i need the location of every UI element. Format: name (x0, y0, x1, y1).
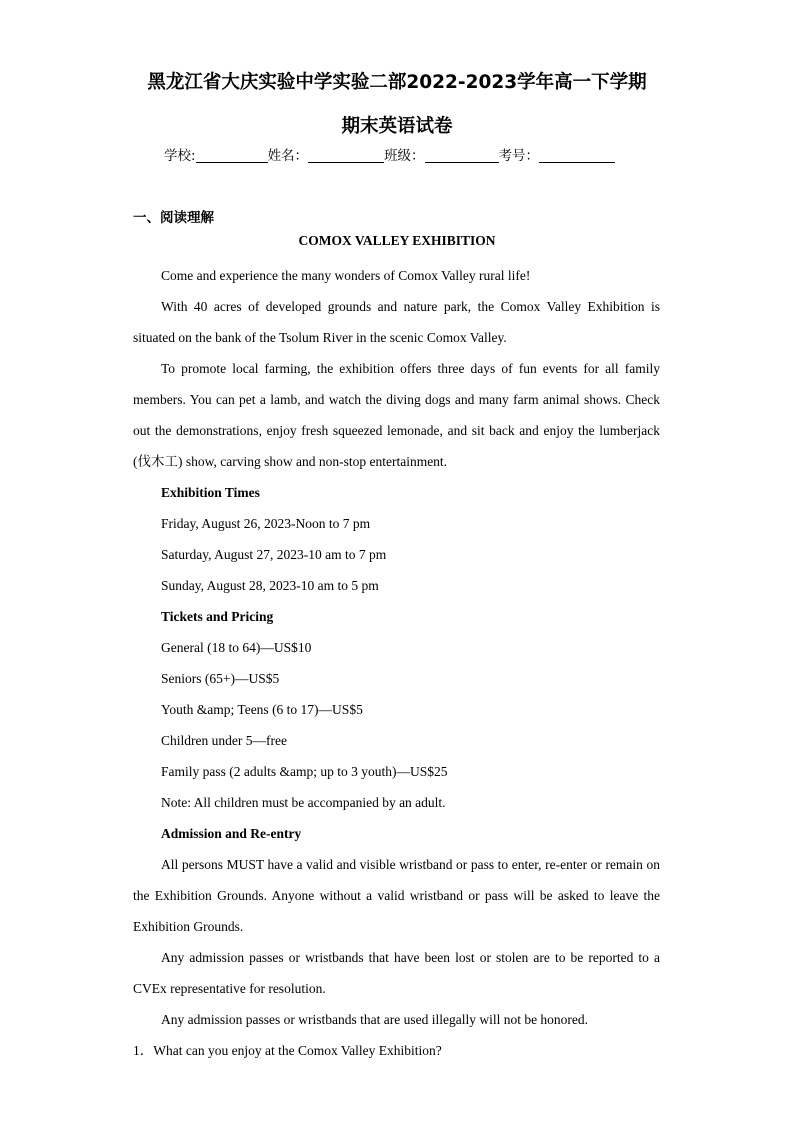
class-blank[interactable] (425, 148, 499, 163)
passage-heading: COMOX VALLEY EXHIBITION (298, 233, 496, 248)
passage-paragraph: To promote local farming, the exhibition offers three days of fun events for all family members. You can pet a lamb, and watch the diving dogs and many farm animal shows. Check out the demonstrations, enjoy fresh squeezed lemonade, and sit back and enjoy the lumberjack (伐木工) show, carving show and non-stop entertainment. (133, 361, 660, 469)
name-blank[interactable] (308, 148, 384, 163)
time-item: Sunday, August 28, 2023-10 am to 5 pm (161, 578, 379, 593)
ticket-item: Seniors (65+)—US$5 (161, 671, 280, 686)
time-item: Saturday, August 27, 2023-10 am to 7 pm (161, 547, 387, 562)
exam-title-line1: 黑龙江省大庆实验中学实验二部2022-2023学年高一下学期 (147, 72, 647, 93)
admission-paragraph: Any admission passes or wristbands that have been lost or stolen are to be reported to a CVEx representative for resolution. (133, 950, 660, 996)
ticket-item: Children under 5—free (161, 733, 287, 748)
admission-heading: Admission and Re-entry (161, 826, 302, 841)
exam-number-label: 考号： (498, 148, 540, 164)
exam-number-blank[interactable] (539, 148, 615, 163)
passage-intro: Come and experience the many wonders of Comox Valley rural life! (161, 268, 531, 283)
school-label: 学校: (164, 148, 196, 164)
admission-paragraph: All persons MUST have a valid and visible wristband or pass to enter, re-enter or remain on the Exhibition Grounds. Anyone without a valid wristband or pass will be asked to leave the Exhibition Grounds. (133, 857, 660, 934)
question-number: 1． (133, 1043, 154, 1058)
ticket-item: General (18 to 64)—US$10 (161, 640, 312, 655)
time-item: Friday, August 26, 2023-Noon to 7 pm (161, 516, 371, 531)
school-blank[interactable] (196, 148, 268, 163)
question-text: What can you enjoy at the Comox Valley Exhibition? (153, 1043, 442, 1058)
tickets-heading: Tickets and Pricing (161, 609, 274, 624)
ticket-item: Youth &amp; Teens (6 to 17)—US$5 (161, 702, 363, 717)
admission-paragraph: Any admission passes or wristbands that are used illegally will not be honored. (161, 1012, 589, 1027)
name-label: 姓名： (267, 148, 309, 164)
passage-body (133, 260, 660, 1066)
exam-title-line2: 期末英语试卷 (341, 116, 453, 137)
class-label: 班级： (384, 148, 425, 164)
ticket-item: Family pass (2 adults &amp; up to 3 youth)—US$25 (161, 764, 448, 779)
question-1 (133, 1035, 660, 1066)
student-info-row (164, 144, 615, 164)
times-heading: Exhibition Times (161, 485, 260, 500)
section-title: 一、阅读理解 (133, 210, 214, 226)
passage-paragraph: With 40 acres of developed grounds and nature park, the Comox Valley Exhibition is situated on the bank of the Tsolum River in the scenic Comox Valley. (133, 299, 660, 345)
ticket-note: Note: All children must be accompanied by an adult. (161, 795, 446, 810)
